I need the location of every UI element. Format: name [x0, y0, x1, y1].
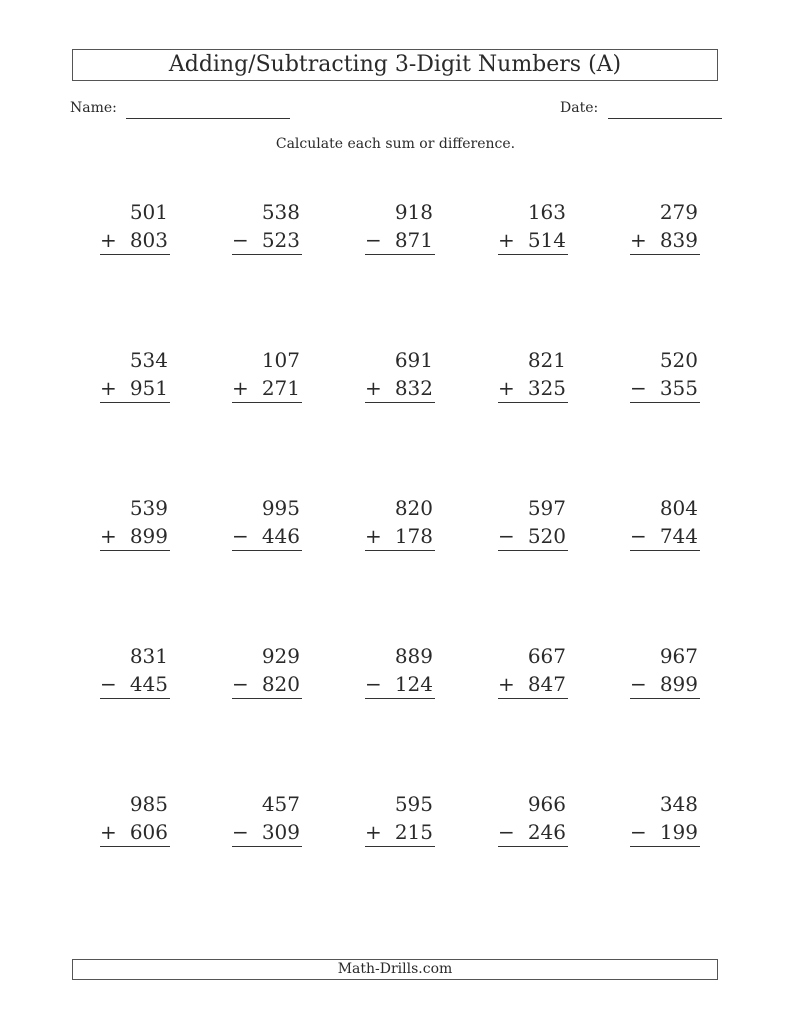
second-number: 178 [394, 524, 433, 548]
operator: + [498, 672, 515, 696]
operator: − [630, 524, 647, 548]
first-number: 457 [261, 792, 300, 816]
first-number: 597 [527, 496, 566, 520]
second-number-row [100, 522, 170, 551]
problem-1-5 [630, 198, 700, 255]
second-number-row [630, 670, 700, 699]
first-number: 918 [394, 200, 433, 224]
operator: − [232, 228, 249, 252]
second-number: 523 [261, 228, 300, 252]
problem-2-4 [498, 346, 568, 403]
second-number: 899 [659, 672, 698, 696]
second-number-row [365, 818, 435, 847]
second-number-row [100, 226, 170, 255]
problem-4-4 [498, 642, 568, 699]
second-number: 124 [394, 672, 433, 696]
problem-2-1 [100, 346, 170, 403]
problem-2-2 [232, 346, 302, 403]
second-number: 514 [527, 228, 566, 252]
second-number-row [232, 670, 302, 699]
problem-4-1 [100, 642, 170, 699]
second-number-row [232, 374, 302, 403]
second-number: 803 [129, 228, 168, 252]
operator: + [498, 376, 515, 400]
second-number: 832 [394, 376, 433, 400]
problem-5-3 [365, 790, 435, 847]
second-number-row [232, 522, 302, 551]
second-number: 355 [659, 376, 698, 400]
first-number: 539 [129, 496, 168, 520]
first-number: 163 [527, 200, 566, 224]
second-number-row [100, 374, 170, 403]
footer-source: Math-Drills.com [72, 959, 718, 980]
second-number-row [498, 374, 568, 403]
second-number: 820 [261, 672, 300, 696]
first-number: 889 [394, 644, 433, 668]
operator: + [365, 820, 382, 844]
second-number: 899 [129, 524, 168, 548]
second-number: 246 [527, 820, 566, 844]
second-number-row [100, 818, 170, 847]
operator: − [232, 820, 249, 844]
operator: − [630, 376, 647, 400]
problem-4-2 [232, 642, 302, 699]
second-number: 839 [659, 228, 698, 252]
first-number: 501 [129, 200, 168, 224]
problem-5-5 [630, 790, 700, 847]
operator: − [100, 672, 117, 696]
operator: − [365, 672, 382, 696]
operator: + [365, 376, 382, 400]
first-number: 966 [527, 792, 566, 816]
operator: + [100, 228, 117, 252]
first-number: 820 [394, 496, 433, 520]
date-label: Date: [560, 100, 599, 116]
second-number: 847 [527, 672, 566, 696]
first-number: 804 [659, 496, 698, 520]
problem-2-5 [630, 346, 700, 403]
second-number: 951 [129, 376, 168, 400]
problem-1-1 [100, 198, 170, 255]
first-number: 534 [129, 348, 168, 372]
first-number: 821 [527, 348, 566, 372]
second-number-row [498, 818, 568, 847]
problem-3-2 [232, 494, 302, 551]
first-number: 538 [261, 200, 300, 224]
instructions: Calculate each sum or difference. [275, 136, 516, 152]
first-number: 520 [659, 348, 698, 372]
second-number-row [365, 522, 435, 551]
operator: − [630, 672, 647, 696]
problem-1-4 [498, 198, 568, 255]
second-number: 445 [129, 672, 168, 696]
second-number: 520 [527, 524, 566, 548]
problem-5-1 [100, 790, 170, 847]
problem-3-3 [365, 494, 435, 551]
second-number-row [365, 226, 435, 255]
second-number: 215 [394, 820, 433, 844]
second-number-row [498, 226, 568, 255]
second-number-row [232, 226, 302, 255]
second-number-row [630, 226, 700, 255]
operator: − [232, 672, 249, 696]
first-number: 995 [261, 496, 300, 520]
operator: + [100, 524, 117, 548]
operator: + [365, 524, 382, 548]
problem-5-4 [498, 790, 568, 847]
problem-4-5 [630, 642, 700, 699]
first-number: 279 [659, 200, 698, 224]
operator: − [365, 228, 382, 252]
problem-3-4 [498, 494, 568, 551]
second-number: 446 [261, 524, 300, 548]
operator: − [232, 524, 249, 548]
operator: + [232, 376, 249, 400]
first-number: 595 [394, 792, 433, 816]
problem-1-3 [365, 198, 435, 255]
second-number-row [630, 374, 700, 403]
name-label: Name: [70, 100, 117, 116]
second-number-row [232, 818, 302, 847]
first-number: 107 [261, 348, 300, 372]
second-number-row [498, 670, 568, 699]
first-number: 667 [527, 644, 566, 668]
problem-4-3 [365, 642, 435, 699]
problem-2-3 [365, 346, 435, 403]
second-number: 271 [261, 376, 300, 400]
first-number: 967 [659, 644, 698, 668]
second-number: 871 [394, 228, 433, 252]
second-number: 325 [527, 376, 566, 400]
problem-3-5 [630, 494, 700, 551]
second-number-row [630, 522, 700, 551]
operator: + [100, 820, 117, 844]
second-number-row [365, 374, 435, 403]
operator: − [630, 820, 647, 844]
second-number-row [365, 670, 435, 699]
operator: + [498, 228, 515, 252]
worksheet-title: Adding/Subtracting 3-Digit Numbers (A) [72, 49, 718, 81]
second-number: 744 [659, 524, 698, 548]
second-number: 199 [659, 820, 698, 844]
problem-1-2 [232, 198, 302, 255]
first-number: 985 [129, 792, 168, 816]
second-number-row [498, 522, 568, 551]
second-number-row [630, 818, 700, 847]
operator: − [498, 820, 515, 844]
operator: − [498, 524, 515, 548]
second-number: 606 [129, 820, 168, 844]
problem-3-1 [100, 494, 170, 551]
second-number: 309 [261, 820, 300, 844]
first-number: 831 [129, 644, 168, 668]
operator: + [100, 376, 117, 400]
first-number: 691 [394, 348, 433, 372]
first-number: 929 [261, 644, 300, 668]
first-number: 348 [659, 792, 698, 816]
operator: + [630, 228, 647, 252]
second-number-row [100, 670, 170, 699]
problem-5-2 [232, 790, 302, 847]
